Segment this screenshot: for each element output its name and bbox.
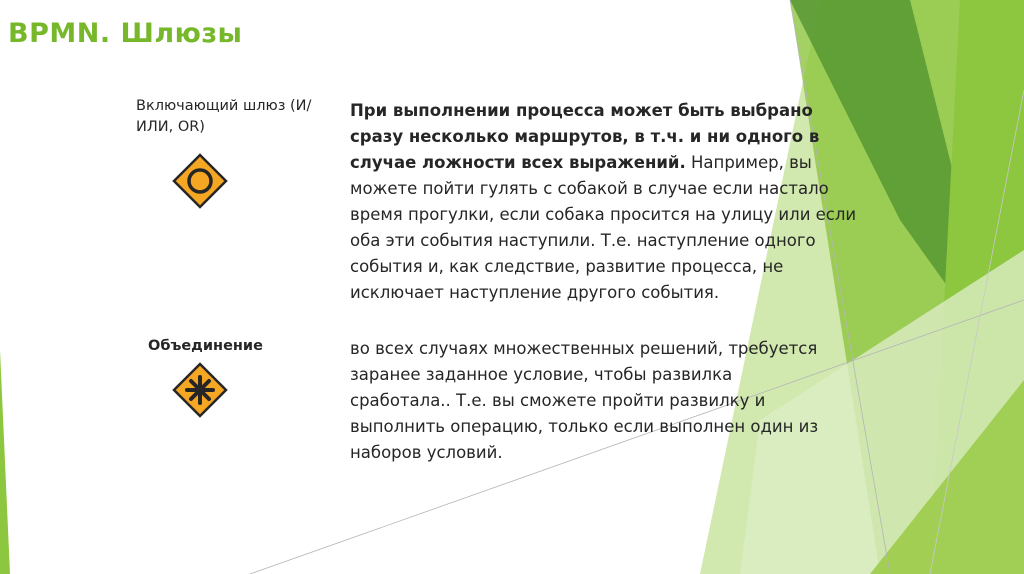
inclusive-gateway-description [350,98,870,306]
merge-gateway-description: во всех случаях множественных решений, требуется заранее заданное условие, чтобы развилка сработала.. Т.е. вы сможете пройти развилку и выполнить операцию, только если выполнен один из наборов условий. [350,339,819,462]
merge-gateway-label: Объединение [148,338,263,354]
inclusive-gateway-label: Включающий шлюз (И/ИЛИ, OR) [136,98,312,135]
inclusive-description-rest: Например, вы можете пойти гулять с собакой в случае если настало время прогулки, если собака просится на улицу или если оба эти события наступили. Т.е. наступление одного события и, как следствие, развитие процесса, не исключает наступление другого события. [350,153,857,302]
complex-gateway-asterisk-icon [172,362,228,418]
slide-title: BPMN. Шлюзы [8,18,243,49]
inclusive-gateway-circle-icon [172,153,228,209]
inclusive-description-bold: При выполнении процесса может быть выбрано сразу несколько маршрутов, в т.ч. и ни одного в случае ложности всех выражений. [350,101,820,172]
left-green-sliver [0,350,10,574]
